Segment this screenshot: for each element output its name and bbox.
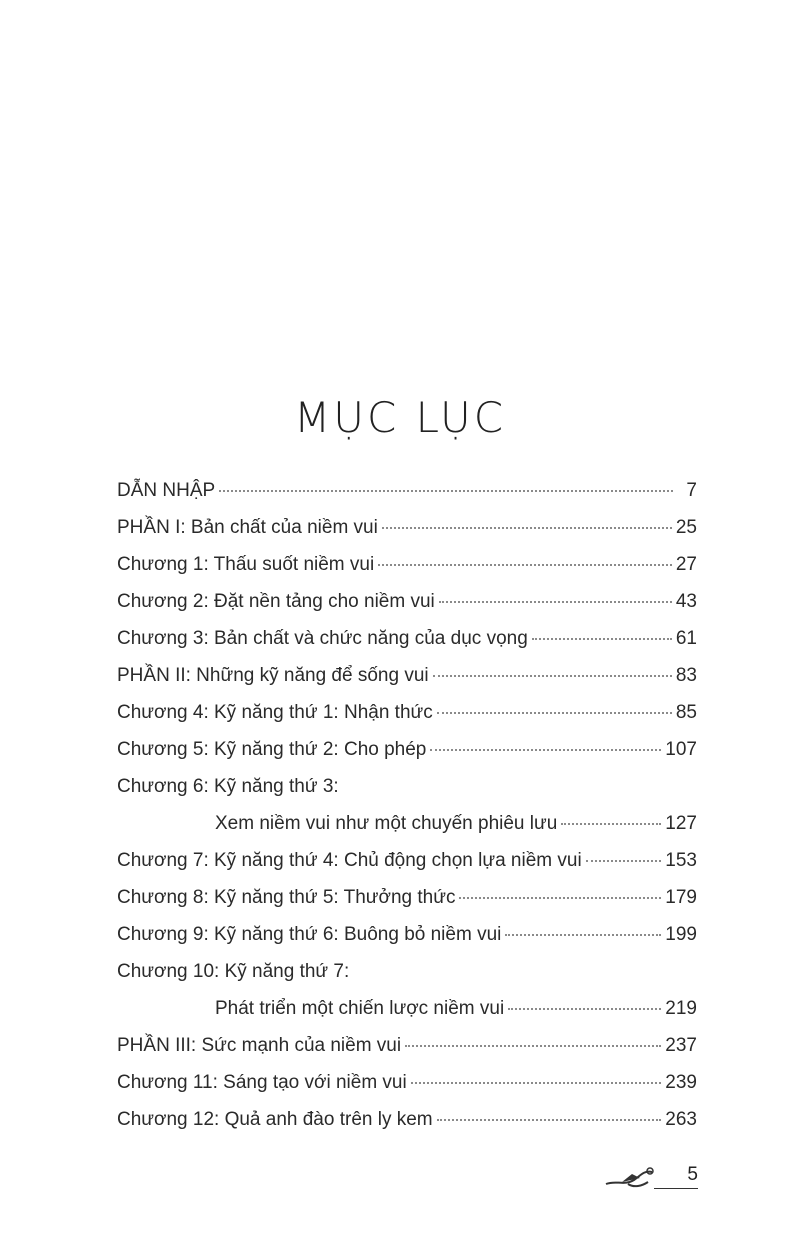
- toc-entry-page: 25: [675, 517, 697, 538]
- toc-entry-page: 263: [665, 1109, 697, 1130]
- toc-entry: [117, 554, 697, 591]
- toc-entry-label: Chương 3: Bản chất và chức năng của dục vọng: [117, 628, 528, 649]
- dot-leader: [439, 601, 672, 603]
- toc-entry-label: Xem niềm vui như một chuyến phiêu lưu: [215, 813, 558, 834]
- dot-leader: [405, 1045, 661, 1047]
- toc-entry-label: DẪN NHẬP: [117, 480, 216, 501]
- toc-entry-label: Chương 1: Thấu suốt niềm vui: [117, 554, 375, 575]
- toc-entry-label: Chương 2: Đặt nền tảng cho niềm vui: [117, 591, 435, 612]
- toc-entry-label: Chương 6: Kỹ năng thứ 3:: [117, 776, 339, 797]
- toc-entry-label: Chương 10: Kỹ năng thứ 7:: [117, 961, 350, 982]
- toc-entry-label: Chương 11: Sáng tạo với niềm vui: [117, 1072, 407, 1093]
- page-number: 5: [687, 1164, 698, 1185]
- toc-entry-page: 83: [675, 665, 697, 686]
- dot-leader: [505, 934, 661, 936]
- toc-entry-label: Chương 8: Kỹ năng thứ 5: Thưởng thức: [117, 887, 456, 908]
- toc-entry: [117, 739, 697, 776]
- dot-leader: [430, 749, 661, 751]
- toc-entry: [117, 887, 697, 924]
- toc-entry: [117, 998, 697, 1035]
- toc-entry: [117, 480, 697, 517]
- page-footer: [604, 1162, 704, 1192]
- toc-entry: [117, 776, 697, 813]
- toc-entry-page: 219: [665, 998, 697, 1019]
- toc-entry-page: 153: [665, 850, 697, 871]
- toc-entry-page: 7: [686, 480, 697, 501]
- toc-entry: [117, 702, 697, 739]
- toc-entry-page: 107: [665, 739, 697, 760]
- toc-entry-page: 85: [675, 702, 697, 723]
- dot-leader: [532, 638, 672, 640]
- toc-entry: [117, 628, 697, 665]
- toc-entry: [117, 665, 697, 702]
- dot-leader: [459, 897, 661, 899]
- footer-rule: [654, 1188, 698, 1189]
- toc-entry-page: 127: [665, 813, 697, 834]
- dot-leader: [382, 527, 672, 529]
- toc-entry-page: 27: [675, 554, 697, 575]
- table-of-contents: [117, 480, 697, 1146]
- toc-entry-label: Chương 5: Kỹ năng thứ 2: Cho phép: [117, 739, 427, 760]
- dot-leader: [411, 1082, 662, 1084]
- page-title: MỤC LỤC: [293, 393, 507, 442]
- toc-entry-label: Phát triển một chiến lược niềm vui: [215, 998, 505, 1019]
- toc-entry: [117, 961, 697, 998]
- toc-entry: [117, 924, 697, 961]
- toc-entry-page: 179: [665, 887, 697, 908]
- dot-leader: [508, 1008, 661, 1010]
- toc-entry-label: PHẦN III: Sức mạnh của niềm vui: [117, 1035, 402, 1056]
- toc-entry-page: 239: [665, 1072, 697, 1093]
- toc-entry-label: Chương 7: Kỹ năng thứ 4: Chủ động chọn lựa niềm vui: [117, 850, 582, 871]
- toc-entry: [117, 1035, 697, 1072]
- dot-leader: [586, 860, 662, 862]
- toc-entry: [117, 591, 697, 628]
- dot-leader: [437, 712, 672, 714]
- toc-entry: [117, 850, 697, 887]
- toc-entry: [117, 1109, 697, 1146]
- toc-entry: [117, 813, 697, 850]
- toc-entry-page: 237: [665, 1035, 697, 1056]
- toc-entry-label: Chương 4: Kỹ năng thứ 1: Nhận thức: [117, 702, 433, 723]
- toc-entry: [117, 1072, 697, 1109]
- toc-entry-page: 43: [675, 591, 697, 612]
- toc-entry-label: Chương 9: Kỹ năng thứ 6: Buông bỏ niềm vui: [117, 924, 502, 945]
- toc-entry-label: PHẦN I: Bản chất của niềm vui: [117, 517, 378, 538]
- toc-entry: [117, 517, 697, 554]
- toc-entry-page: 61: [675, 628, 697, 649]
- dot-leader: [561, 823, 661, 825]
- toc-entry-page: 199: [665, 924, 697, 945]
- dot-leader: [433, 675, 672, 677]
- dot-leader: [378, 564, 672, 566]
- dot-leader: [437, 1119, 662, 1121]
- toc-entry-label: PHẦN II: Những kỹ năng để sống vui: [117, 665, 429, 686]
- dot-leader: [219, 490, 673, 492]
- toc-entry-label: Chương 12: Quả anh đào trên ly kem: [117, 1109, 433, 1130]
